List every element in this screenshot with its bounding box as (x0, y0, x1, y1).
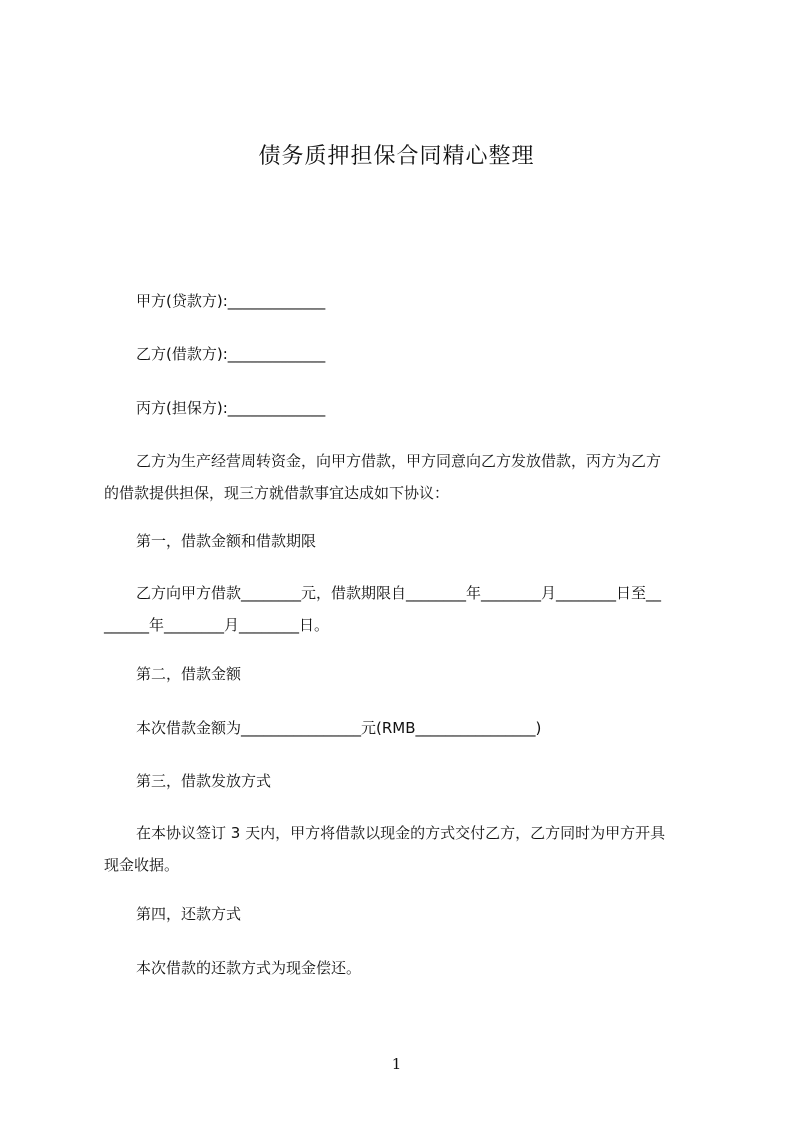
section-1-paragraph (104, 577, 700, 641)
section-3-paragraph (104, 817, 700, 881)
section-3-line-1: 在本协议签订 3 天内，甲方将借款以现金的方式交付乙方，乙方同时为甲方开具 (136, 824, 666, 842)
section-3-line-2: 现金收据。 (104, 856, 180, 874)
intro-line-2: 的借款提供担保，现三方就借款事宜达成如下协议： (104, 484, 450, 502)
party-a-line: 甲方(贷款方):_____________ (136, 292, 326, 310)
party-b-line: 乙方(借款方):_____________ (136, 345, 326, 363)
section-3-heading: 第三，借款发放方式 (136, 772, 272, 790)
section-4-heading: 第四，还款方式 (136, 905, 242, 923)
section-2-heading: 第二，借款金额 (136, 665, 242, 683)
section-4-line: 本次借款的还款方式为现金偿还。 (136, 959, 362, 977)
page-number: 1 (391, 1055, 402, 1073)
document-title: 债务质押担保合同精心整理 (258, 144, 535, 169)
party-c-line: 丙方(担保方):_____________ (136, 399, 326, 417)
intro-paragraph (104, 445, 700, 509)
section-1-heading: 第一，借款金额和借款期限 (136, 532, 317, 550)
intro-line-1: 乙方为生产经营周转资金，向甲方借款，甲方同意向乙方发放借款，丙方为乙方 (136, 452, 662, 470)
section-2-line: 本次借款金额为________________元(RMB________________) (136, 719, 542, 737)
section-1-line-1: 乙方向甲方借款________元，借款期限自________年________月________日至__ (136, 584, 662, 602)
section-1-line-2: ______年________月________日。 (104, 616, 330, 634)
